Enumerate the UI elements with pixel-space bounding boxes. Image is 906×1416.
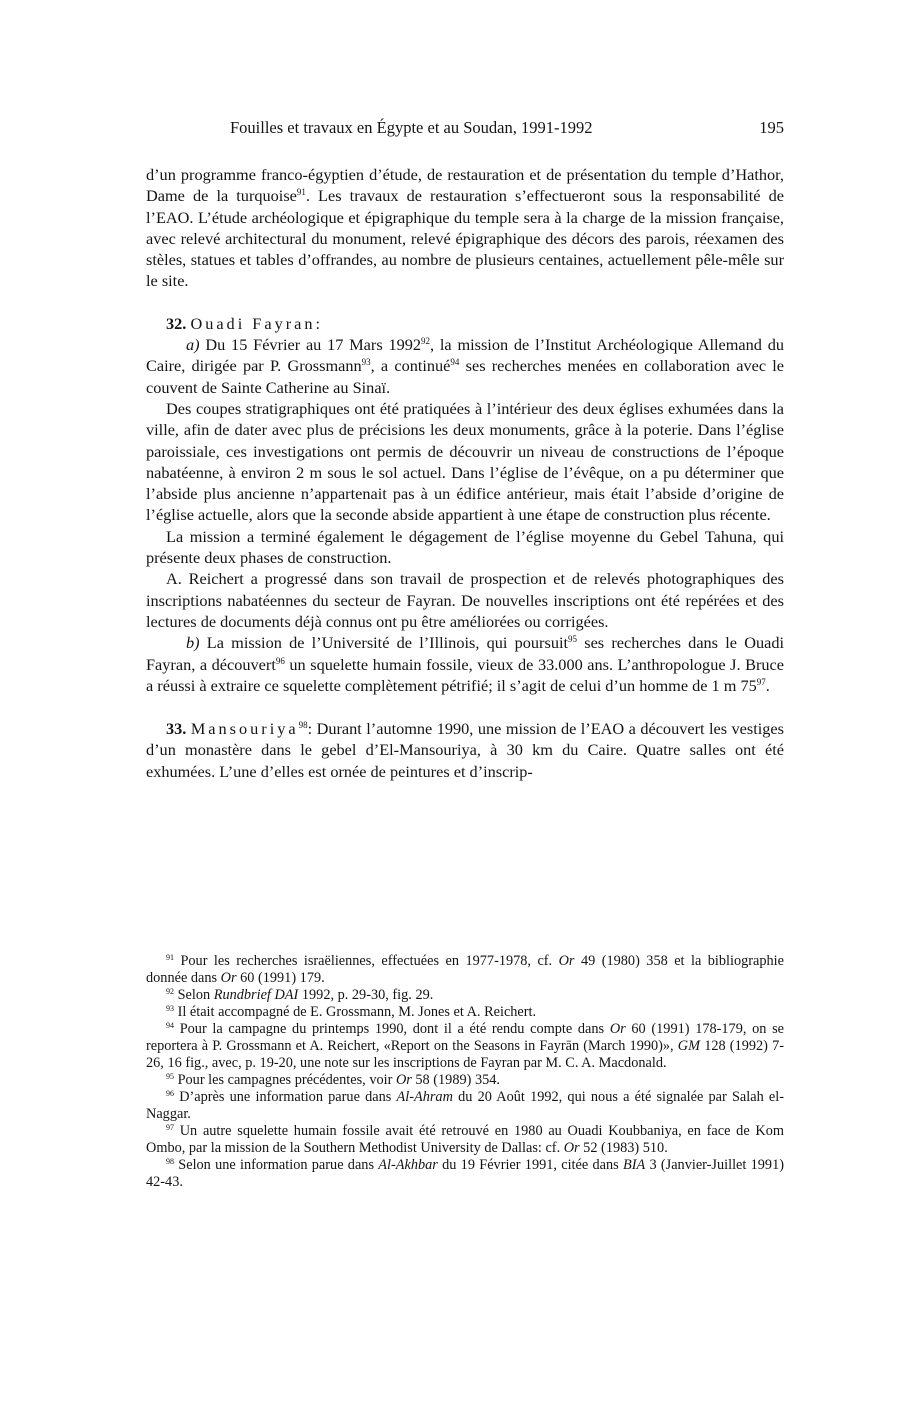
page-number: 195 bbox=[759, 118, 784, 137]
section-number: 33. bbox=[166, 719, 187, 739]
footnote-94: $^{94}$ Pour la campagne du printemps 1990, dont il a été rendu compte dans Or 60 (1991) 178-179, on se reportera à P. Grossmann et A. Reichert, «Report on the Seasons in Fayrān (March 1990)», GM 128 (1992) 7-26, 16 fig., avec, p. 19-20, une note sur les inscriptions de Fayran par M. C. A. Macdonald. bbox=[146, 1021, 785, 1071]
footnote-96: $^{96}$ D’après une information parue dans Al-Ahram du 20 Août 1992, qui nous a été signalée par Salah el-Naggar. bbox=[146, 1089, 785, 1122]
running-header bbox=[146, 118, 784, 142]
item-label: a) bbox=[186, 335, 200, 355]
paragraph-gebel-tahuna: La mission a terminé également le dégagement de l’église moyenne du Gebel Tahuna, qui présente deux phases de construction. bbox=[146, 526, 784, 568]
footnote-ref: 97 bbox=[756, 676, 766, 687]
footnote-95: $^{95}$ Pour les campagnes précédentes, voir Or 58 (1989) 354. bbox=[166, 1072, 500, 1088]
section-name: Mansouriya bbox=[190, 719, 299, 739]
footnote-ref: 91 bbox=[296, 187, 306, 198]
footnote-ref: 94 bbox=[450, 357, 460, 368]
section-heading-32 bbox=[146, 313, 784, 334]
footnote-ref: 98 bbox=[298, 720, 308, 731]
paragraph-32a: a) Du 15 Février au 17 Mars 1992$^{92}$, la mission de l’Institut Archéologique Allemand du Caire, dirigée par P. Grossmann$^{93}$, a continué$^{94}$ ses recherches menées en collaboration avec le couvent de Sainte Catherine au Sinaï. bbox=[146, 335, 785, 397]
footnote-ref: 93 bbox=[361, 357, 371, 368]
paragraph-inscriptions: A. Reichert a progressé dans son travail de prospection et de relevés photographiques des inscriptions nabatéennes du secteur de Fayran. De nouvelles inscriptions ont été repérées et des lectures de documents déjà connus ont pu être améliorées ou corrigées. bbox=[146, 569, 784, 631]
section-name: Ouadi Fayran: bbox=[190, 313, 324, 333]
section-number: 32. bbox=[166, 313, 187, 333]
body-text bbox=[146, 164, 784, 782]
intro-paragraph: d’un programme franco-égyptien d’étude, de restauration et de présentation du temple d’Hathor, Dame de la turquoise$^{91}$. Les travaux de restauration s’effectueront sous la responsabilité de l’EAO. L’étude archéologique et épigraphique du temple sera à la charge de la mission française, avec relevé architectural du monument, relevé épigraphique des décors des parois, réexamen des stèles, statues et tables d’offrandes, au nombre de plusieurs centaines, actuellement pêle-mêle sur le site. bbox=[146, 165, 784, 291]
paragraph-32b: b) La mission de l’Université de l’Illinois, qui poursuit$^{95}$ ses recherches dans le Ouadi Fayran, a découvert$^{96}$ un squelette humain fossile, vieux de 33.000 ans. L’anthropologue J. Bruce a réussi à extraire ce squelette complètement pétrifié; il s’agit de celui d’un homme de 1 m $75^{97}$. bbox=[146, 633, 785, 695]
paragraph-33: 33. Mansouriya$^{98}$: Durant l’automne 1990, une mission de l’EAO a découvert les vestiges d’un monastère dans le gebel d’El-Mansouriya, à 30 km du Caire. Quatre salles ont été exhumées. L’une d’elles est ornée de peintures et d’inscrip- bbox=[146, 719, 784, 781]
footnotes bbox=[146, 953, 784, 1191]
footnote-97: $^{97}$ Un autre squelette humain fossile avait été retrouvé en 1980 au Ouadi Koubbaniya, en face de Kom Ombo, par la mission de la Southern Methodist University de Dallas: cf. Or 52 (1983) 510. bbox=[146, 1123, 784, 1156]
item-label: b) bbox=[186, 633, 200, 653]
paragraph-stratigraphy: Des coupes stratigraphiques ont été pratiquées à l’intérieur des deux églises exhumées dans la ville, afin de dater avec plus de précisions les deux monuments, grâce à la poterie. Dans l’église paroissiale, ces investigations ont permis de découvrir un niveau de constructions de l’époque nabatéenne, à environ 2 m sous le sol actuel. Dans l’église de l’évêque, on a pu déterminer que l’abside plus ancienne n’appartenait pas à un édifice antérieur, mais était l’abside d’origine de l’église actuelle, alors que la seconde abside appartient à une étape de construction plus récente. bbox=[146, 398, 784, 525]
footnote-93: $^{93}$ Il était accompagné de E. Grossmann, M. Jones et A. Reichert. bbox=[166, 1004, 537, 1020]
footnote-92: $^{92}$ Selon Rundbrief DAI 1992, p. 29-30, fig. 29. bbox=[166, 987, 434, 1003]
footnote-ref: 96 bbox=[275, 655, 285, 666]
footnote-ref: 95 bbox=[568, 634, 578, 645]
footnote-ref: 92 bbox=[421, 336, 431, 347]
footnote-98: $^{98}$ Selon une information parue dans Al-Akhbar du 19 Février 1991, citée dans BIA 3 (Janvier-Juillet 1991) 42-43. bbox=[146, 1157, 784, 1190]
running-title: Fouilles et travaux en Égypte et au Soudan, 1991-1992 bbox=[230, 118, 593, 137]
footnote-91: $^{91}$ Pour les recherches israëliennes, effectuées en 1977-1978, cf. Or 49 (1980) 358 et la bibliographie donnée dans Or 60 (1991) 179. bbox=[146, 953, 785, 986]
